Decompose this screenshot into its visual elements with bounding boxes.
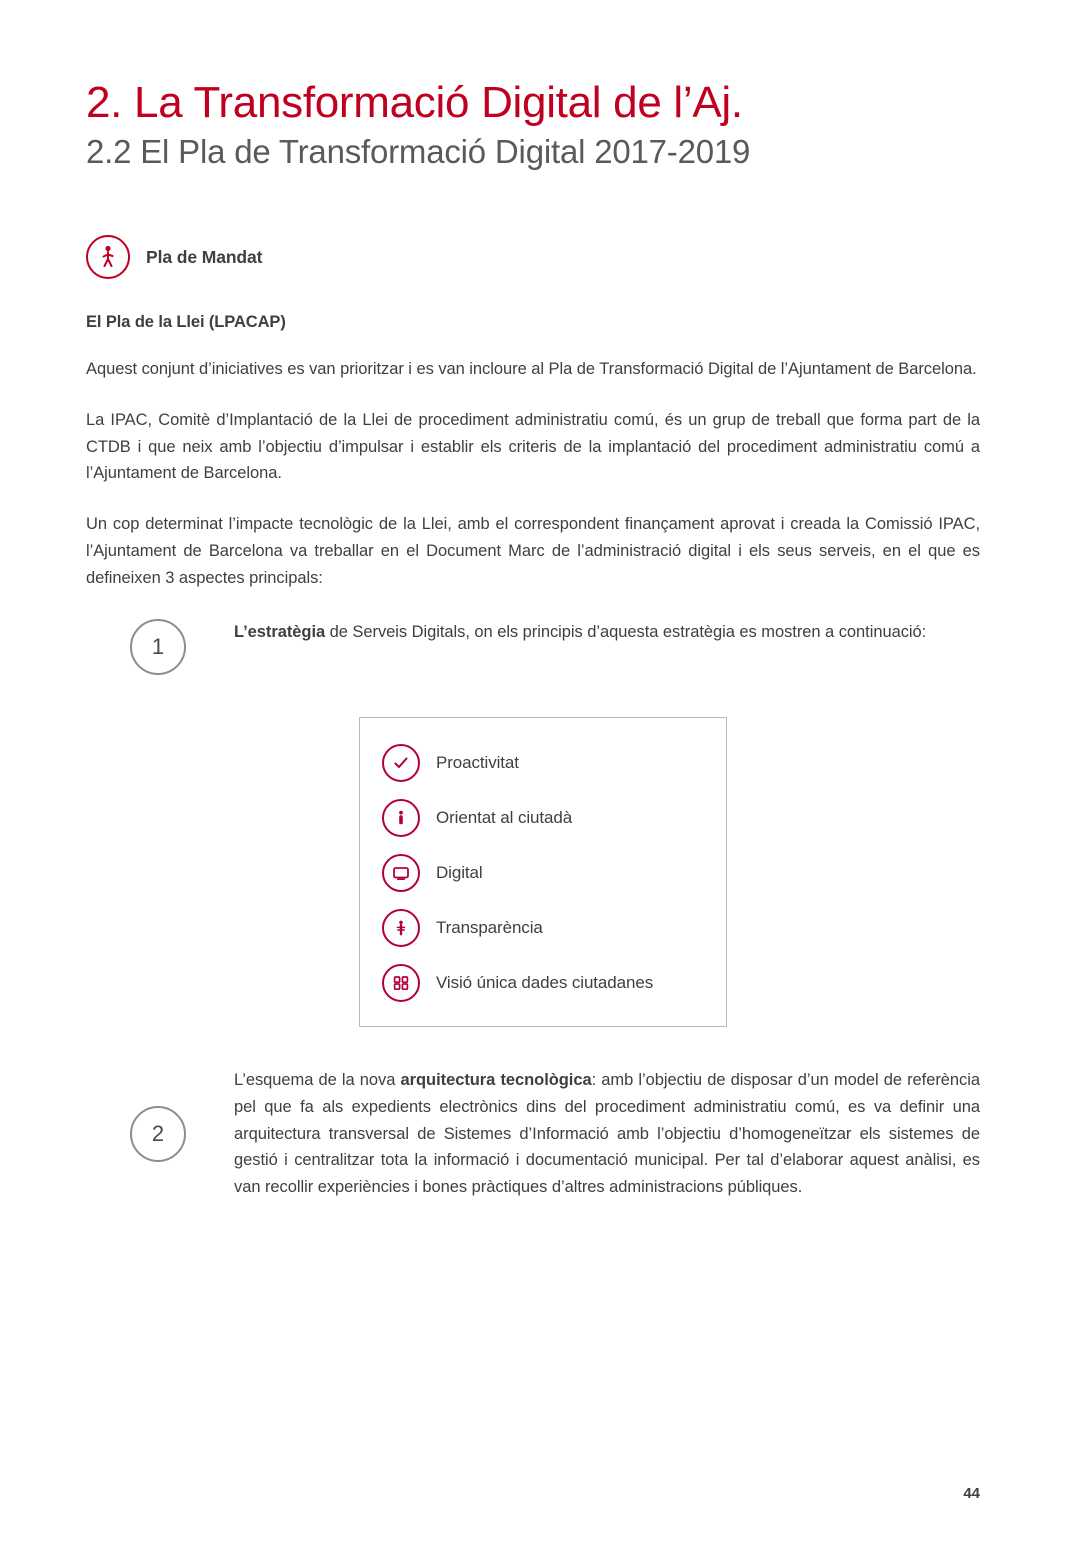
principle-label: Visió única dades ciutadanes: [436, 973, 654, 993]
numbered-item-2-text: [234, 1067, 980, 1201]
number-badge-1: 1: [130, 619, 186, 675]
numbered-item-2-bold: arquitectura tecnològica: [400, 1071, 592, 1090]
numbered-item-1-bold: L’estratègia: [234, 623, 326, 642]
numbered-item-1-text: [234, 619, 980, 646]
principle-label: Proactivitat: [436, 753, 519, 773]
paragraph-2: La IPAC, Comitè d’Implantació de la Llei de procediment administratiu comú, és un grup de treball que forma part de la CTDB i que neix amb l’objectiu d’impulsar i establir els criteris de la implantació del procediment administratiu comú a l’Ajuntament de Barcelona.: [86, 410, 980, 483]
principle-visio-unica: [382, 964, 704, 1002]
page-subtitle: 2.2 El Pla de Transformació Digital 2017-2019: [86, 133, 751, 171]
principle-label: Digital: [436, 863, 483, 883]
principle-orientat-al-ciutada: [382, 799, 704, 837]
paragraph-1: Aquest conjunt d’iniciatives es van prioritzar i es van incloure al Pla de Transformació Digital de l’Ajuntament de Barcelona.: [86, 360, 977, 379]
pedestrian-icon: [86, 235, 130, 279]
principle-label: Transparència: [436, 918, 543, 938]
numbered-item-1: [86, 619, 980, 675]
numbered-item-2-prefix: L’esquema de la nova: [234, 1071, 401, 1090]
section-lead: El Pla de la Llei (LPACAP): [86, 313, 286, 332]
numbered-item-2: [86, 1067, 980, 1201]
check-circle-icon: [382, 744, 420, 782]
paragraph-3: Un cop determinat l’impacte tecnològic de la Llei, amb el correspondent finançament aprovat i creada la Comissió IPAC, l’Ajuntament de Barcelona va treballar en el Document Marc de l’administració digital i els seus serveis, en el que es defineixen 3 aspectes principals:: [86, 515, 980, 587]
info-person-icon: [382, 909, 420, 947]
page-number: 44: [963, 1485, 980, 1502]
principles-box: [359, 717, 727, 1027]
pla-de-mandat-badge: [86, 235, 980, 279]
principle-label: Orientat al ciutadà: [436, 808, 573, 828]
monitor-icon: [382, 854, 420, 892]
principle-proactivitat: [382, 744, 704, 782]
grid-data-icon: [382, 964, 420, 1002]
page-title: 2. La Transformació Digital de l’Aj.: [86, 78, 743, 127]
numbered-item-2-rest: : amb l’objectiu de disposar d’un model de referència pel que fa als expedients electrònics dins del procediment administratiu comú, es va definir una arquitectura transversal de Sistemes d’Informació amb l’objectiu d’homogeneïtzar els sistemes de gestió i centralitzar tota la informació i documentació municipal. Per tal d’elaborar aquest anàlisi, es van recollir experiències i bones pràctiques d’altres administracions públiques.: [234, 1071, 980, 1197]
person-icon: [382, 799, 420, 837]
number-badge-2: 2: [130, 1106, 186, 1162]
principle-transparencia: [382, 909, 704, 947]
principle-digital: [382, 854, 704, 892]
numbered-item-1-rest: de Serveis Digitals, on els principis d’aquesta estratègia es mostren a continuació:: [325, 623, 927, 642]
badge-label: Pla de Mandat: [146, 246, 263, 267]
